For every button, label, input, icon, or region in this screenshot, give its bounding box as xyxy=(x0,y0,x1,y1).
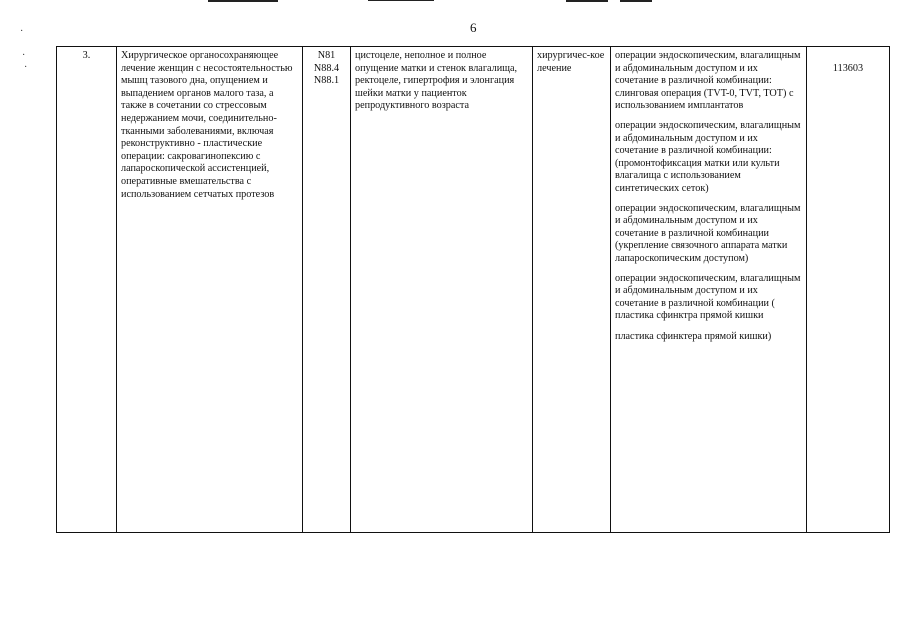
patient-model: цистоцеле, неполное и полное опущение матки и стенок влагалища, ректоцеле, гипертрофия и элонгация шейки матки у пациенток репродуктивного возраста xyxy=(351,47,533,533)
scan-mark-3 xyxy=(566,0,608,2)
icd-code: N88.4 xyxy=(313,62,340,74)
treatment-type: хирургичес-кое лечение xyxy=(533,47,611,533)
method-item: операции эндоскопическим, влагалищным и абдоминальным доступом и их сочетание в различной комбинации ( пластика сфинктра прямой кишки xyxy=(615,272,801,322)
scan-mark-4 xyxy=(620,0,652,2)
standard-cost: 113603 xyxy=(807,47,890,533)
scan-dot-1: · xyxy=(20,26,24,37)
method-item: операции эндоскопическим, влагалищным и абдоминальным доступом и их сочетание в различной комбинации: (промонтофиксация матки или культи влагалища с использованием синтетических сеток) xyxy=(615,119,801,194)
treatment-methods xyxy=(611,47,807,533)
care-type-name: Хирургическое органосохраняющее лечение женщин с несостоятельностью мышц тазового дна, опущением и выпадением органов малого таза, а также в сочетании со стрессовым недержанием мочи, соединительно-тканными заболеваниями, включая реконструктивно - пластические операции: сакровагинопексию с лапароскопической ассистенцией, оперативные вмешательства с использованием сетчатых протезов xyxy=(117,47,303,533)
table-row xyxy=(57,47,890,533)
scan-mark-1 xyxy=(208,0,278,2)
method-item: операции эндоскопическим, влагалищным и абдоминальным доступом и их сочетание в различной комбинации: слинговая операция (TVT-0, TVT, TOT) с использованием имплантатов xyxy=(615,50,801,112)
scan-mark-2 xyxy=(368,0,434,1)
scan-dot-2: · xyxy=(22,50,26,61)
medical-care-table xyxy=(56,46,890,533)
scan-dot-3: · xyxy=(24,62,28,73)
icd-code: N88.1 xyxy=(313,75,340,87)
icd-code: N81 xyxy=(317,50,336,61)
method-item: пластика сфинктера прямой кишки) xyxy=(615,330,772,342)
row-number: 3. xyxy=(57,47,117,533)
page-number: 6 xyxy=(470,20,477,35)
method-item: операции эндоскопическим, влагалищным и абдоминальным доступом и их сочетание в различной комбинации (укрепление связочного аппарата матки лапароскопическим доступом) xyxy=(615,202,801,264)
icd-codes xyxy=(303,47,351,533)
